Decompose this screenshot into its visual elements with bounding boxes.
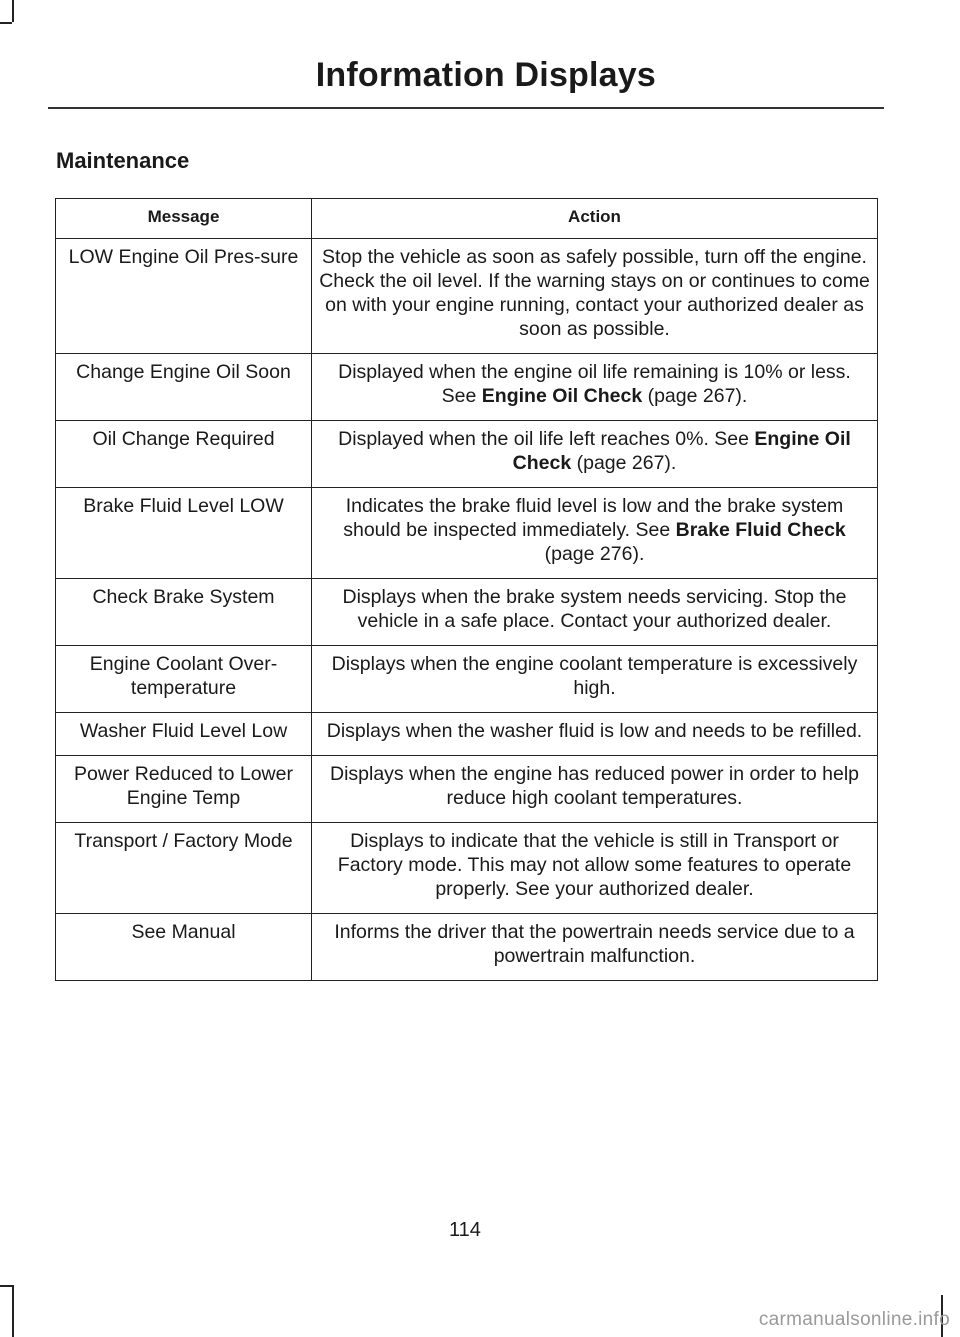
crop-mark-top-left-h <box>0 22 12 24</box>
crop-mark-bottom-left-v <box>12 1285 14 1337</box>
action-text: Displays to indicate that the vehicle is still in Transport or Factory mode. This may not allow some features to operate properly. See your authorized dealer. <box>337 830 852 900</box>
table-row <box>56 421 878 488</box>
table-row <box>56 823 878 914</box>
message-cell: LOW Engine Oil Pres-sure <box>56 239 312 354</box>
message-cell: Oil Change Required <box>56 421 312 488</box>
action-cell <box>312 421 878 488</box>
action-text: Displayed when the engine oil life remaining is 10% or less. See <box>338 361 851 407</box>
cross-reference-link[interactable]: Engine Oil Check <box>512 428 851 474</box>
table-row <box>56 914 878 981</box>
page-reference: (page 267). <box>642 385 748 407</box>
action-cell <box>312 488 878 579</box>
message-cell: Change Engine Oil Soon <box>56 354 312 421</box>
column-header-message: Message <box>56 199 312 239</box>
watermark: carmanualsonline.info <box>758 1309 950 1330</box>
crop-mark-bottom-left-h <box>0 1285 12 1287</box>
action-text: Displays when the engine has reduced power in order to help reduce high coolant temperatures. <box>330 763 859 809</box>
action-text: Displays when the washer fluid is low and needs to be refilled. <box>326 720 863 742</box>
message-cell: Transport / Factory Mode <box>56 823 312 914</box>
action-text: Displays when the brake system needs servicing. Stop the vehicle in a safe place. Contact your authorized dealer. <box>342 586 847 632</box>
action-cell <box>312 756 878 823</box>
table-row <box>56 579 878 646</box>
action-text: Indicates the brake fluid level is low and the brake system should be inspected immediately. See <box>343 495 844 541</box>
page-reference: (page 267). <box>571 452 677 474</box>
action-cell <box>312 713 878 756</box>
message-cell: Engine Coolant Over-temperature <box>56 646 312 713</box>
action-cell <box>312 823 878 914</box>
message-cell: See Manual <box>56 914 312 981</box>
message-cell: Brake Fluid Level LOW <box>56 488 312 579</box>
action-cell <box>312 579 878 646</box>
table-header-row <box>56 199 878 239</box>
action-cell <box>312 914 878 981</box>
message-cell: Power Reduced to Lower Engine Temp <box>56 756 312 823</box>
page-reference: (page 276). <box>544 543 645 565</box>
message-cell: Check Brake System <box>56 579 312 646</box>
header-divider <box>48 107 884 109</box>
action-text: Displayed when the oil life left reaches 0%. See <box>338 428 755 450</box>
table-row <box>56 354 878 421</box>
message-cell: Washer Fluid Level Low <box>56 713 312 756</box>
table-row <box>56 713 878 756</box>
page-number: 114 <box>449 1219 481 1241</box>
cross-reference-link[interactable]: Engine Oil Check <box>481 385 643 407</box>
action-cell <box>312 354 878 421</box>
table-row <box>56 646 878 713</box>
maintenance-message-table <box>55 198 878 981</box>
crop-mark-top-left-v <box>12 0 14 22</box>
action-text: Stop the vehicle as soon as safely possible, turn off the engine. Check the oil level. If the warning stays on or continues to come on with your engine running, contact your authorized dealer as soon as possible. <box>319 246 870 340</box>
page-header-title: Information Displays <box>315 56 656 94</box>
column-header-action: Action <box>312 199 878 239</box>
action-cell <box>312 646 878 713</box>
action-text: Informs the driver that the powertrain needs service due to a powertrain malfunction. <box>334 921 855 967</box>
table-row <box>56 756 878 823</box>
action-cell <box>312 239 878 354</box>
cross-reference-link[interactable]: Brake Fluid Check <box>675 519 846 541</box>
action-text: Displays when the engine coolant temperature is excessively high. <box>331 653 858 699</box>
table-row <box>56 488 878 579</box>
section-title: Maintenance <box>56 148 190 173</box>
table-row <box>56 239 878 354</box>
